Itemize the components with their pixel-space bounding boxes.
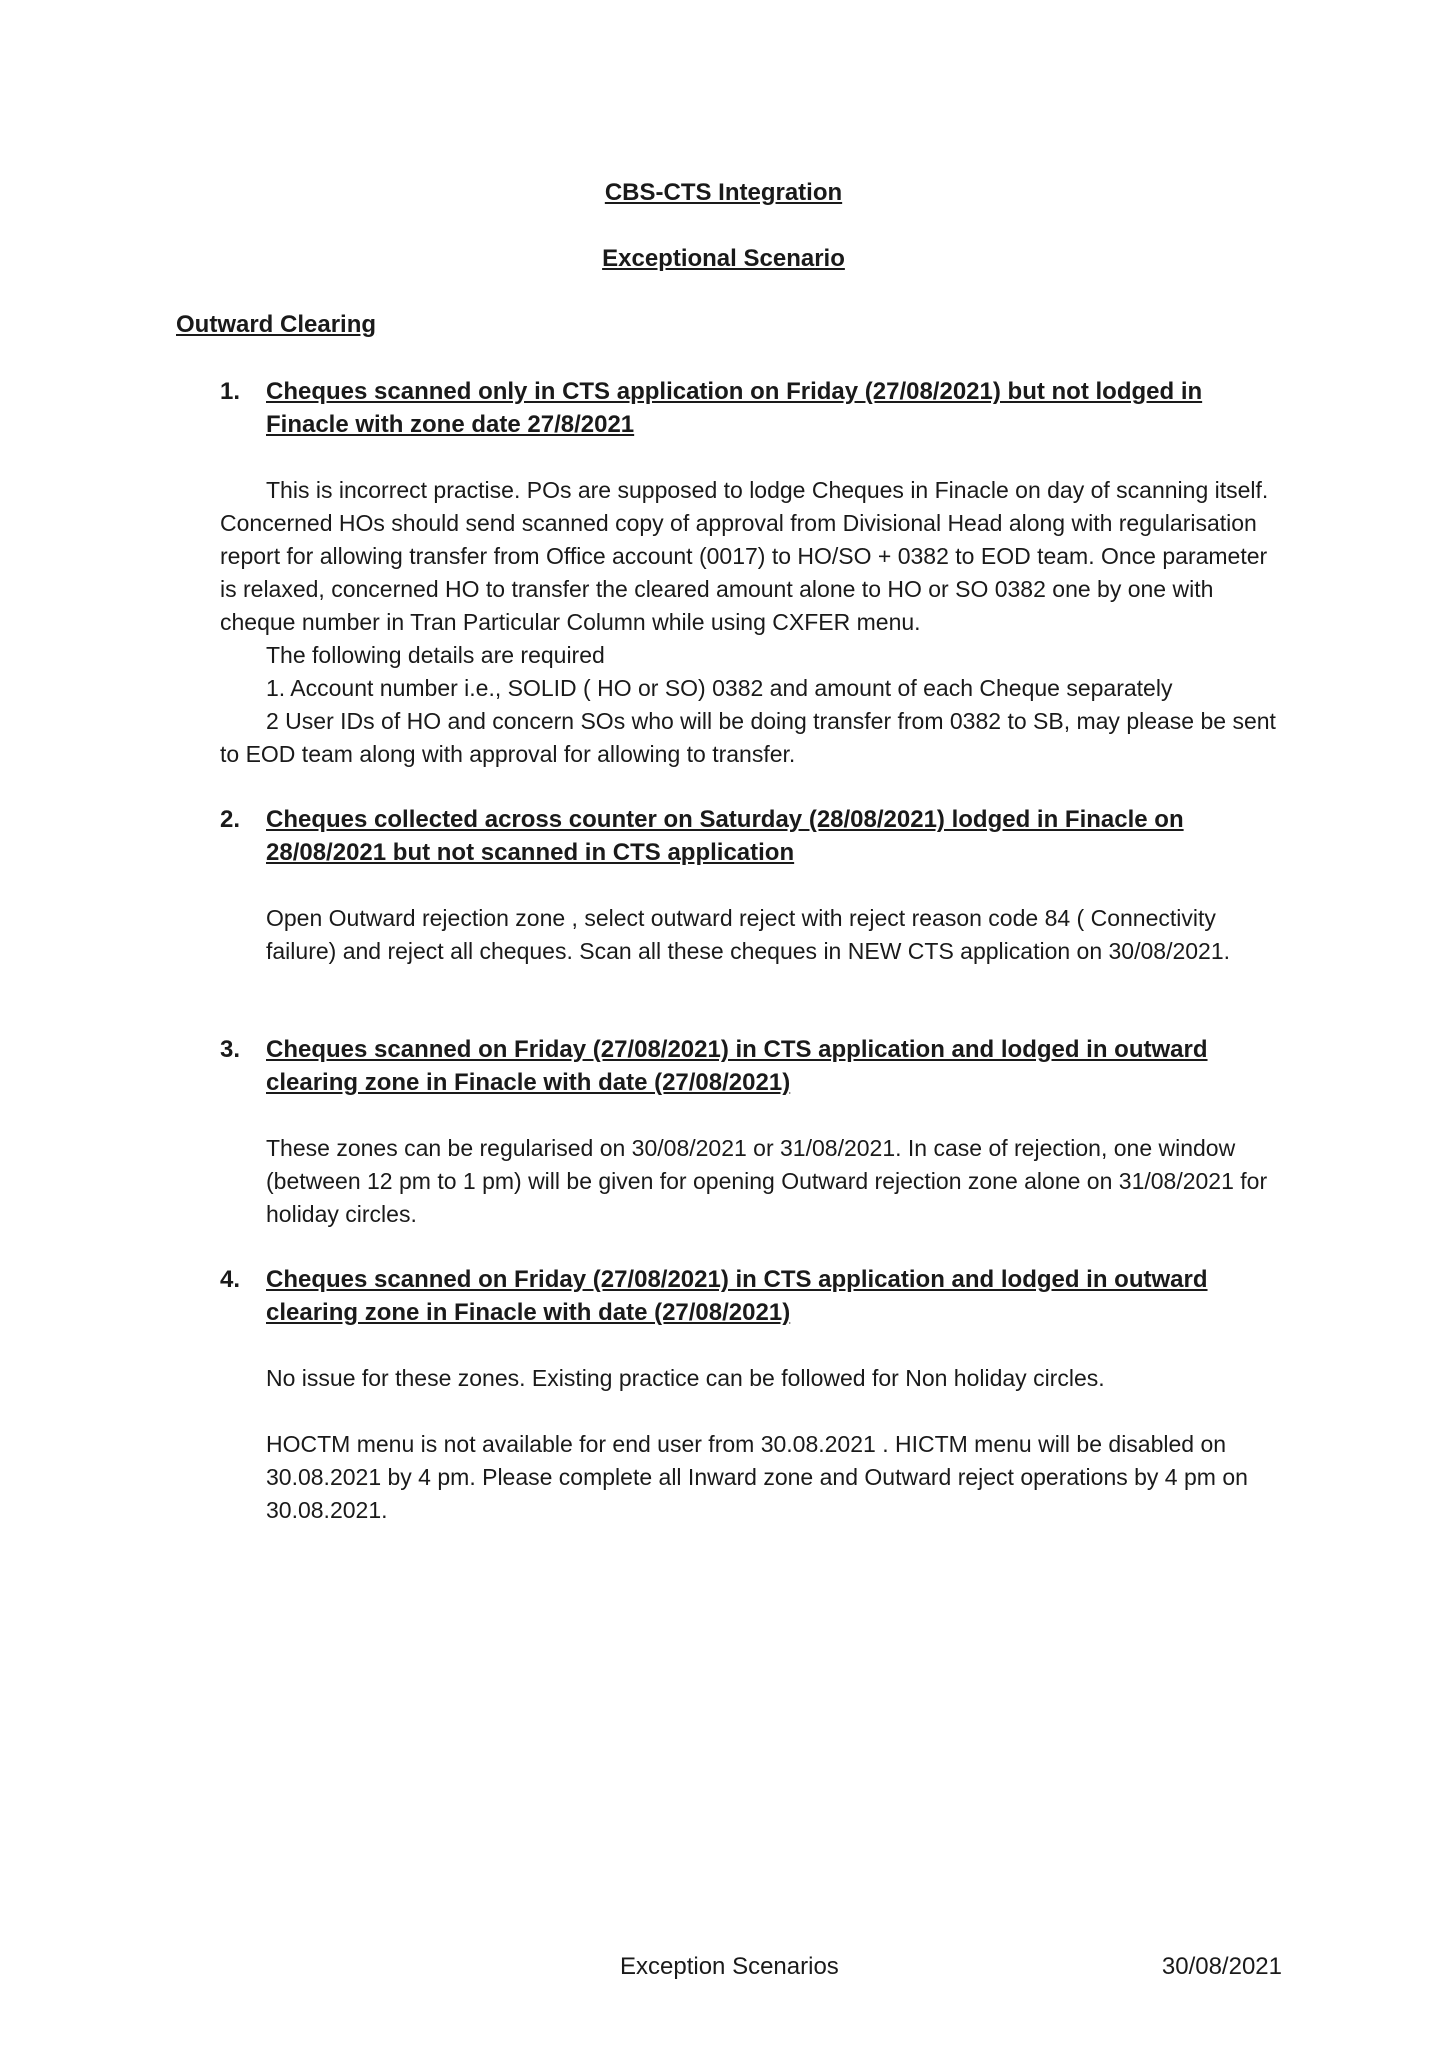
item-1-detail-1: 1. Account number i.e., SOLID ( HO or SO) 0382 and amount of each Cheque separately (266, 675, 1173, 701)
item-1-body: This is incorrect practise. POs are supposed to lodge Cheques in Finacle on day of scanning itself. Concerned HOs should send scanned copy of approval from Divisional Head along with regularisation report for allowing transfer from Office account (0017) to HO/SO + 0382 to EOD team. Once parameter is relaxed, concerned HO to transfer the cleared amount alone to HO or SO 0382 one by one with cheque number in Tran Particular Column while using CXFER menu. (220, 477, 1269, 635)
item-2-number: 2. (220, 806, 241, 833)
item-3-number: 3. (220, 1036, 241, 1063)
item-4-body: No issue for these zones. Existing practice can be followed for Non holiday circles. (266, 1365, 1105, 1391)
document-title: CBS-CTS Integration (604, 179, 843, 206)
item-1-heading (220, 375, 1290, 441)
item-1-heading-text: Cheques scanned only in CTS application on Friday (27/08/2021) but not lodged in Finacle with zone date 27/8/2021 (266, 378, 1203, 438)
item-2-heading (220, 803, 1290, 869)
item-2-heading-text: Cheques collected across counter on Saturday (28/08/2021) lodged in Finacle on 28/08/2021 but not scanned in CTS application (266, 806, 1184, 866)
document-subtitle: Exceptional Scenario (602, 245, 845, 272)
item-1-detail-2: 2 User IDs of HO and concern SOs who will be doing transfer from 0382 to SB, may please be sent to EOD team along with approval for allowing to transfer. (220, 708, 1276, 767)
item-2-body: Open Outward rejection zone , select outward reject with reject reason code 84 ( Connectivity failure) and reject all cheques. Scan all these cheques in NEW CTS application on 30/08/2021. (266, 905, 1231, 964)
item-1-details-intro: The following details are required (266, 642, 605, 668)
item-3-heading-text: Cheques scanned on Friday (27/08/2021) in CTS application and lodged in outward clearing zone in Finacle with date (27/08/2021) (266, 1036, 1208, 1096)
footer-date: 30/08/2021 (1161, 1953, 1282, 1980)
item-4-number: 4. (220, 1266, 241, 1293)
item-1-number: 1. (220, 378, 241, 405)
item-4-heading-text: Cheques scanned on Friday (27/08/2021) in CTS application and lodged in outward clearing zone in Finacle with date (27/08/2021) (266, 1266, 1208, 1326)
item-4-heading (220, 1263, 1290, 1329)
item-3-body: These zones can be regularised on 30/08/2021 or 31/08/2021. In case of rejection, one window (between 12 pm to 1 pm) will be given for opening Outward rejection zone alone on 31/08/2021 for holiday circles. (266, 1135, 1268, 1227)
item-4-note: HOCTM menu is not available for end user from 30.08.2021 . HICTM menu will be disabled on 30.08.2021 by 4 pm. Please complete all Inward zone and Outward reject operations by 4 pm on 30.08.2021. (266, 1431, 1248, 1523)
item-3-heading (220, 1033, 1290, 1099)
section-heading: Outward Clearing (176, 311, 377, 338)
footer-title: Exception Scenarios (620, 1953, 839, 1980)
